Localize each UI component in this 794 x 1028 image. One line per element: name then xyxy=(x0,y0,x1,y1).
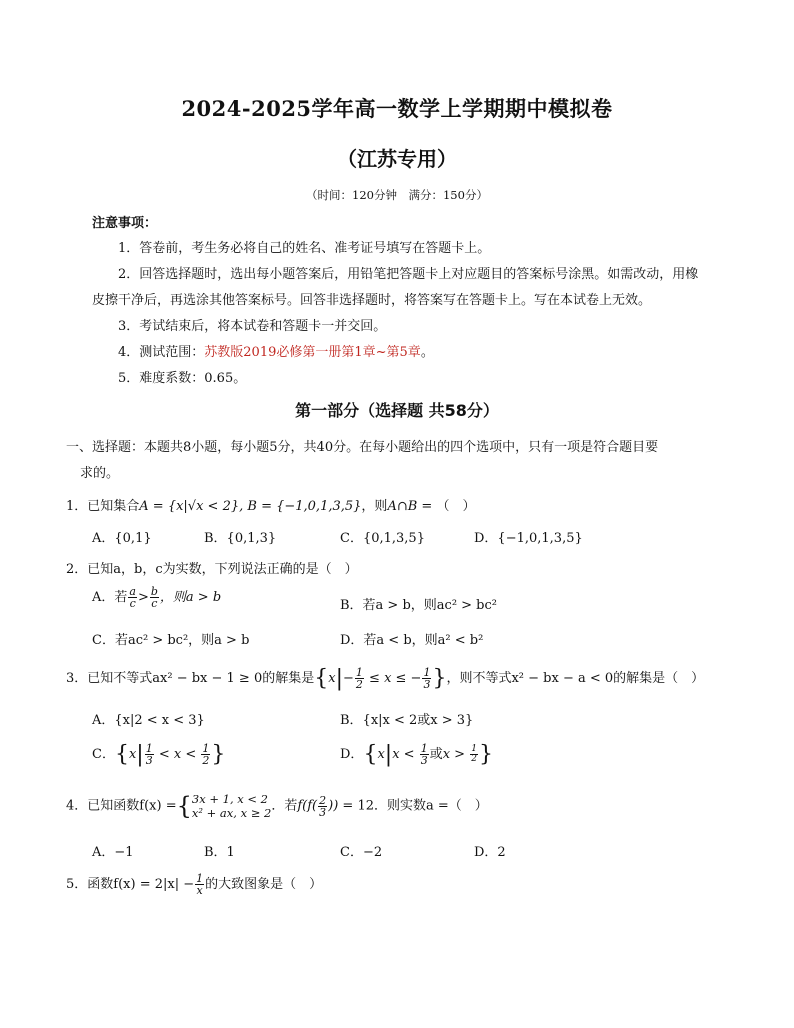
question-3-stem xyxy=(66,666,704,691)
notice-item-4-prefix: 4．测试范围： xyxy=(118,345,205,360)
q1-stem-b: ，则 xyxy=(361,499,388,514)
question-5-stem xyxy=(66,873,322,896)
notice-item-5: 5．难度系数：0.65。 xyxy=(118,371,247,386)
notice-item-1: 1．答卷前，考生务必将自己的姓名、准考证号填写在答题卡上。 xyxy=(118,241,491,256)
q5-stem-a: 5．函数f(x) = 2|x| − xyxy=(66,877,195,892)
fraction-b-over-c: $\frac{b}{c}$ xyxy=(150,585,158,610)
or-text: 或 xyxy=(429,747,443,762)
q4-stem-b: ．若 xyxy=(271,798,298,814)
q3-stem-b: ，则不等式x² − bx − a < 0的解集是（ ） xyxy=(446,671,705,686)
fraction-1-over-2: $\frac{1}{2}$ xyxy=(355,666,363,691)
right-brace-icon: } xyxy=(211,742,226,767)
section-one-instructions xyxy=(66,435,736,487)
notice-item-2-line-1: 2．回答选择题时，选出每小题答案后，用铅笔把答题卡上对应题目的答案标号涂黑。如需改动，用橡 xyxy=(118,267,699,282)
fraction-1-over-3: $\frac{1}{3}$ xyxy=(420,742,428,767)
q3-minus-sign: − xyxy=(343,671,354,686)
fraction-1-over-3: $\frac{1}{3}$ xyxy=(423,666,431,691)
q2-option-b[interactable]: B．若a > b，则ac² > bc² xyxy=(340,598,497,613)
q1-option-c[interactable]: C．{0,1,3,5} xyxy=(340,531,425,546)
fraction-1-over-3: $\frac{1}{3}$ xyxy=(145,742,153,767)
notice-item-2-line-2: 皮擦干净后，再选涂其他答案标号。回答非选择题时，将答案写在答题卡上。写在本试卷上无效。 xyxy=(92,293,652,308)
q4-nested-f: f(f( xyxy=(297,798,318,814)
q1-stem-a: 1．已知集合 xyxy=(66,499,140,514)
notice-item-4-suffix: 。 xyxy=(420,345,434,360)
q3-set-var: x xyxy=(328,671,336,686)
piece-2: x² + ax, x ≥ 2 xyxy=(191,806,272,820)
q3-option-d-label: D． xyxy=(340,747,364,762)
q2-option-a-gt: > xyxy=(137,590,149,605)
q3c-ineq: < x < xyxy=(154,747,201,762)
divider-bar-icon: | xyxy=(384,742,393,767)
q4-stem-a: 4．已知函数f(x) = xyxy=(66,798,177,814)
q4-stem-c: = 12．则实数a =（ ） xyxy=(338,798,488,814)
q2-option-a-post: ，则a > b xyxy=(159,590,222,605)
piecewise-cases xyxy=(192,792,271,820)
left-brace-icon: { xyxy=(114,742,129,767)
notice-item-4 xyxy=(118,344,434,362)
divider-bar-icon: | xyxy=(136,742,144,767)
q5-stem-b: 的大致图象是（ ） xyxy=(205,877,323,892)
q2-option-a[interactable] xyxy=(92,586,221,609)
question-1-stem xyxy=(66,495,475,514)
q3-ineq-mid: ≤ x ≤ − xyxy=(364,671,422,686)
right-brace-icon: } xyxy=(478,742,493,767)
right-brace-icon: } xyxy=(432,666,447,691)
notice-item-3: 3．考试结束后，将本试卷和答题卡一并交回。 xyxy=(118,319,387,334)
q1-option-a[interactable]: A．{0,1} xyxy=(92,531,152,546)
q3-option-c[interactable] xyxy=(92,742,225,767)
q2-option-a-pre: A．若 xyxy=(92,590,128,605)
piece-1: 3x + 1, x < 2 xyxy=(191,792,269,806)
q3-option-b[interactable]: B．{x|x < 2或x > 3} xyxy=(340,713,474,728)
section-line-2: 求的。 xyxy=(80,466,120,481)
q2-option-d[interactable]: D．若a < b，则a² < b² xyxy=(340,633,484,648)
fraction-1-over-x: $\frac{1}{x}$ xyxy=(196,872,204,897)
part-one-heading: 第一部分（选择题 共58分） xyxy=(295,401,499,420)
notice-heading: 注意事项： xyxy=(92,216,158,231)
fraction-1-over-2: $\frac{1}{2}$ xyxy=(202,742,210,767)
left-brace-icon: { xyxy=(314,666,329,691)
time-info: （时间：120分钟 满分：150分） xyxy=(306,188,488,202)
divider-bar-icon: | xyxy=(335,666,343,691)
question-4-stem xyxy=(66,792,488,820)
q1-option-b[interactable]: B．{0,1,3} xyxy=(204,531,277,546)
fraction-a-over-c: $\frac{a}{c}$ xyxy=(129,585,136,610)
q1-stem-c: = （ ） xyxy=(417,499,476,514)
test-range: 苏教版2019必修第一册第1章~第5章 xyxy=(204,345,421,360)
fraction-2-over-3: $\frac{2}{3}$ xyxy=(319,793,327,819)
q3d-var: x xyxy=(377,747,385,762)
fraction-1-over-2: $\frac{1}{2}$ xyxy=(471,744,477,764)
q4-option-d[interactable]: D．2 xyxy=(474,845,506,860)
question-2-stem: 2．已知a，b，c为实数，下列说法正确的是（ ） xyxy=(66,562,358,577)
exam-title: 2024-2025学年高一数学上学期期中模拟卷 xyxy=(181,96,613,121)
section-line-1: 一、选择题：本题共8小题，每小题5分，共40分。在每小题给出的四个选项中，只有一项是符合题目要 xyxy=(66,440,659,455)
q4-nested-close: )) xyxy=(328,798,339,814)
q3-stem-a: 3．已知不等式ax² − bx − 1 ≥ 0的解集是 xyxy=(66,671,315,686)
left-brace-icon: { xyxy=(363,742,378,767)
q4-option-c[interactable]: C．−2 xyxy=(340,845,383,860)
q4-option-a[interactable]: A．−1 xyxy=(92,845,134,860)
q3c-var: x xyxy=(128,747,137,762)
q3-option-c-label: C． xyxy=(92,747,115,762)
q3d-lt: x < xyxy=(392,747,419,762)
q4-option-b[interactable]: B．1 xyxy=(204,845,235,860)
q1-expression: A∩B xyxy=(387,499,418,514)
q2-option-c[interactable]: C．若ac² > bc²，则a > b xyxy=(92,633,250,648)
q1-option-d[interactable]: D．{−1,0,1,3,5} xyxy=(474,531,583,546)
q1-sets: A = {x|√x < 2}, B = {−1,0,1,3,5} xyxy=(139,499,362,514)
q3-option-d[interactable] xyxy=(340,742,493,767)
left-brace-icon: { xyxy=(176,792,192,820)
q3-option-a[interactable]: A．{x|2 < x < 3} xyxy=(92,713,205,728)
q3d-gt: x > xyxy=(442,747,470,762)
exam-subtitle: （江苏专用） xyxy=(337,147,457,171)
